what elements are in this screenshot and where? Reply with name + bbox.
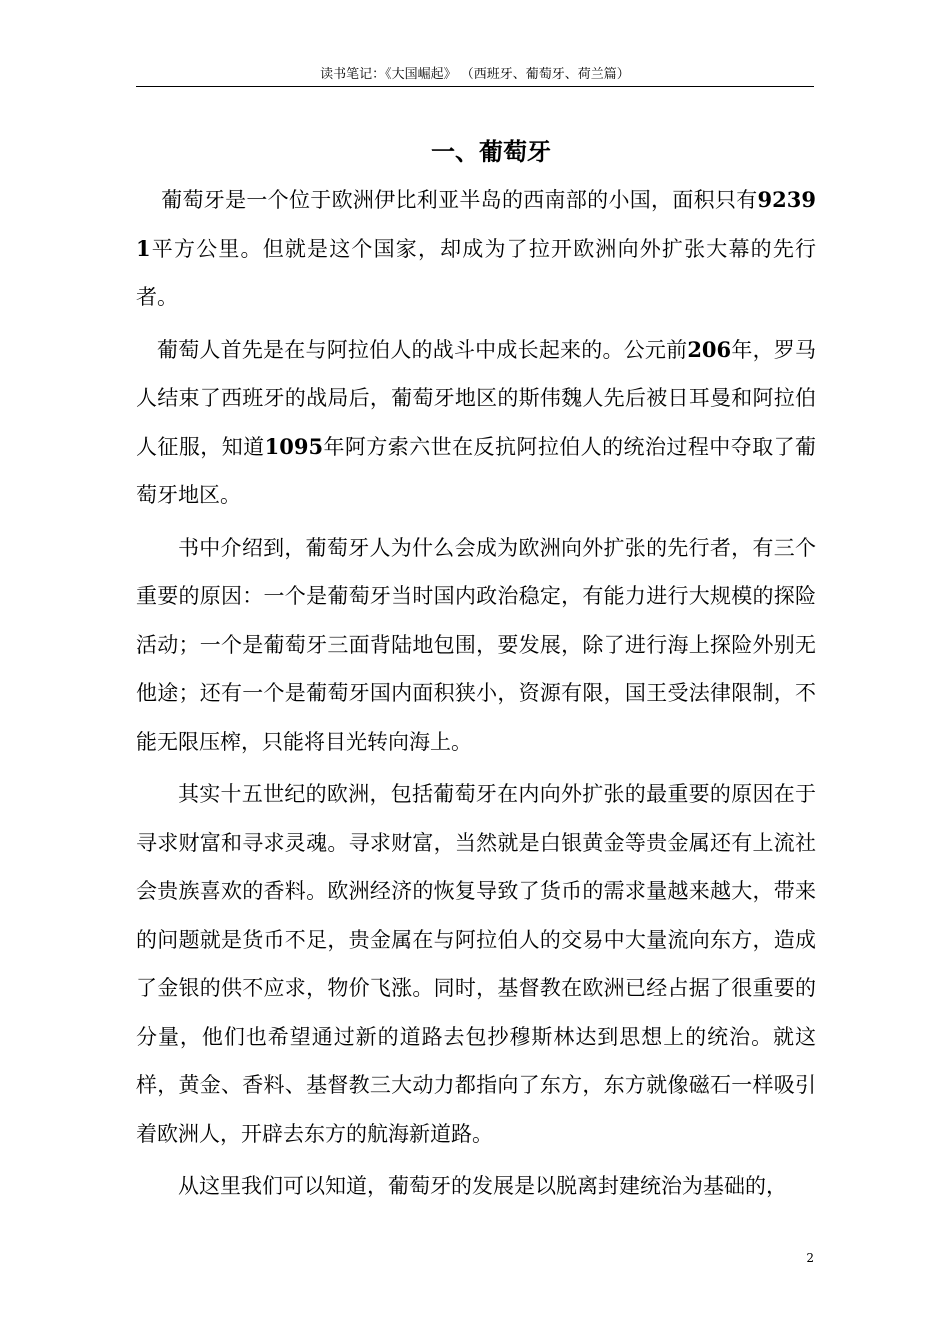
running-header: 读书笔记：《大国崛起》 （西班牙、葡萄牙、荷兰篇） bbox=[320, 67, 630, 82]
paragraph-2-year-2: 1095 bbox=[264, 433, 324, 459]
paragraph-2-text-c: 年阿方索六世在反抗阿拉伯人的统治过程中夺取了葡萄牙地区。 bbox=[136, 434, 817, 507]
paragraph-4: 其实十五世纪的欧洲，包括葡萄牙在内向外扩张的最重要的原因在于寻求财富和寻求灵魂。寻求财富，当然就是白银黄金等贵金属还有上流社会贵族喜欢的香料。欧洲经济的恢复导致了货币的需求量越来越大，带来的问题就是货币不足，贵金属在与阿拉伯人的交易中大量流向东方，造成了金银的供不应求，物价飞涨。同时，基督教在欧洲已经占据了很重要的分量，他们也希望通过新的道路去包抄穆斯林达到思想上的统治。就这样，黄金、香料、基督教三大动力都指向了东方，东方就像磁石一样吸引着欧洲人，开辟去东方的航海新道路。 bbox=[136, 782, 816, 1146]
page-number: 2 bbox=[806, 1251, 814, 1265]
paragraph-1-text-a: 葡萄牙是一个位于欧洲伊比利亚半岛的西南部的小国，面积只有 bbox=[161, 188, 758, 212]
paragraph-2-text-a: 葡萄人首先是在与阿拉伯人的战斗中成长起来的。公元前 bbox=[157, 337, 688, 362]
paragraph-1-text-b: 平方公里。但就是这个国家，却成为了拉开欧洲向外扩张大幕的先行者。 bbox=[136, 236, 816, 309]
header-rule bbox=[136, 86, 814, 87]
section-title: 一、葡萄牙 bbox=[431, 137, 551, 166]
paragraph-2-year-1: 206 bbox=[687, 336, 732, 362]
paragraph-5: 从这里我们可以知道，葡萄牙的发展是以脱离封建统治为基础的， bbox=[178, 1174, 787, 1198]
paragraph-1 bbox=[136, 176, 816, 322]
paragraph-2 bbox=[136, 326, 816, 520]
paragraph-2-text-b: 年，罗马人结束了西班牙的战局后，葡萄牙地区的斯伟魏人先后被日耳曼和阿拉伯人征服，知道 bbox=[136, 337, 817, 459]
paragraph-1-area-number: 92391 bbox=[136, 187, 816, 261]
page-body bbox=[136, 128, 816, 1211]
paragraph-3: 书中介绍到，葡萄牙人为什么会成为欧洲向外扩张的先行者，有三个重要的原因：一个是葡萄牙当时国内政治稳定，有能力进行大规模的探险活动；一个是葡萄牙三面背陆地包围，要发展，除了进行海上探险外别无他途；还有一个是葡萄牙国内面积狭小，资源有限，国王受法律限制，不能无限压榨，只能将目光转向海上。 bbox=[136, 535, 816, 754]
